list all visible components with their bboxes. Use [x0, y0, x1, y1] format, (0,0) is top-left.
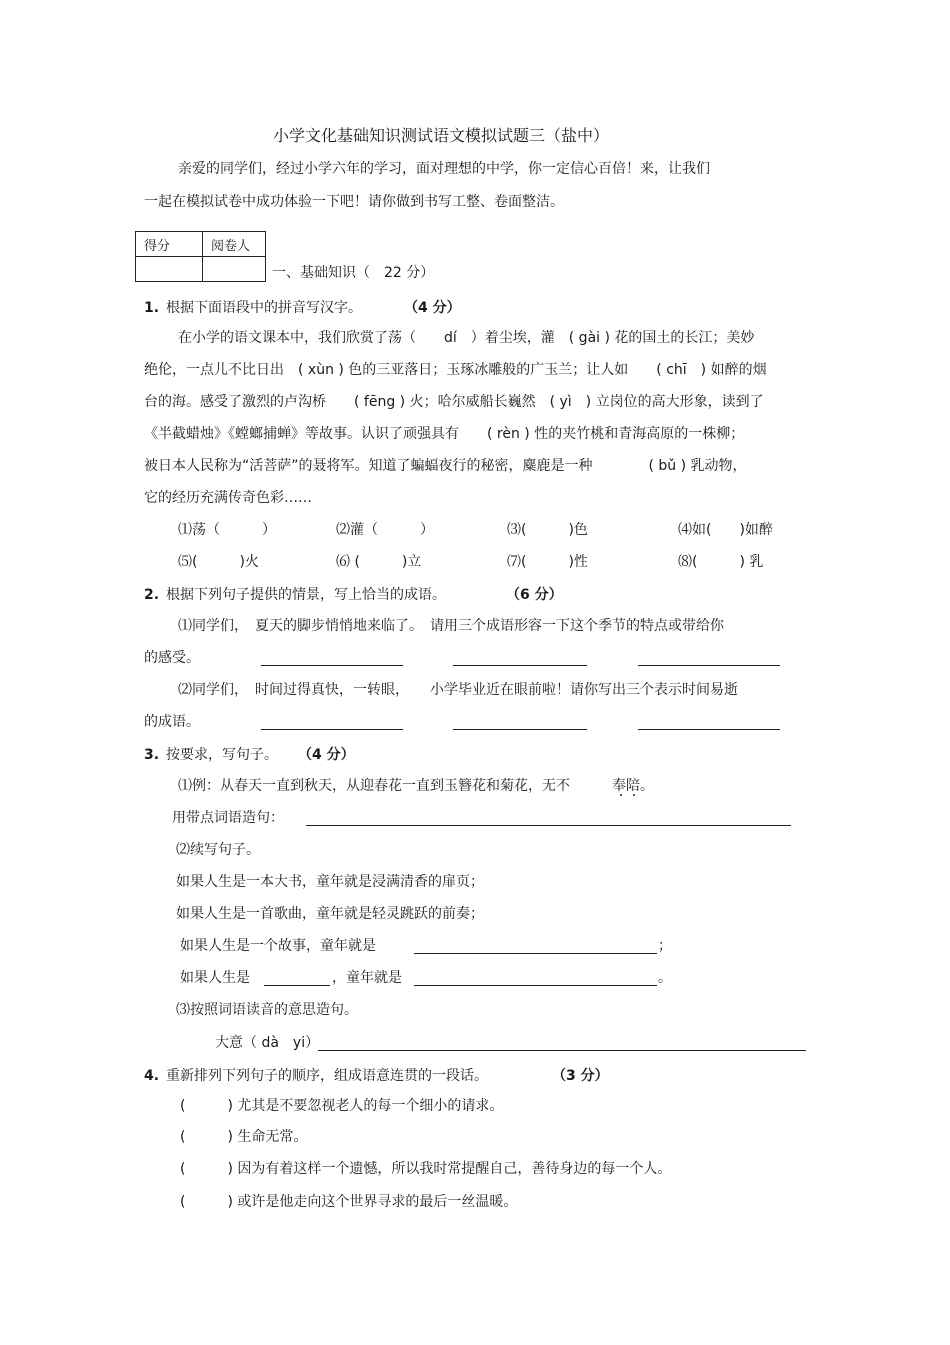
q2-item2-line1: ⑵同学们， 时间过得真快，一转眼， 小学毕业近在眼前啦！请你写出三个表示时间易逝	[178, 682, 738, 698]
q4-prompt: 重新排列下列句子的顺序，组成语意连贯的一段话。	[166, 1068, 488, 1084]
q4-item[interactable]: ( ) 因为有着这样一个遗憾，所以我时常提醒自己，善待身边的每一个人。	[180, 1161, 672, 1177]
q4-item[interactable]: ( ) 或许是他走向这个世界寻求的最后一丝温暖。	[180, 1194, 518, 1210]
intro-line-2: 一起在模拟试卷中成功体验一下吧！请你做到书写工整、卷面整洁。	[144, 194, 564, 210]
q4-number: 4.	[144, 1068, 160, 1084]
q2-item1-line1: ⑴同学们， 夏天的脚步悄悄地来临了。 请用三个成语形容一下这个季节的特点或带给你	[178, 618, 724, 634]
q1-passage-line: 台的海。感受了激烈的卢沟桥 ( fēng ) 火；哈尔威船长巍然 ( yì ) 立岗位的高大形象，读到了	[144, 394, 764, 410]
q3-sentence: 如果人生是一首歌曲，童年就是轻灵跳跃的前奏；	[176, 906, 484, 922]
q2-number: 2.	[144, 587, 160, 603]
q3-example-label: 用带点词语造句：	[172, 810, 284, 826]
q1-blank[interactable]: ⑸( )火	[178, 554, 259, 570]
answer-line[interactable]	[264, 985, 330, 986]
q2-prompt: 根据下列句子提供的情景，写上恰当的成语。	[166, 587, 446, 603]
q3-punct: ；	[658, 938, 672, 954]
answer-line[interactable]	[318, 1050, 806, 1051]
q1-prompt: 根据下面语段中的拼音写汉字。	[166, 300, 362, 316]
answer-line[interactable]	[638, 729, 780, 730]
q1-blank[interactable]: ⑻( ) 乳	[678, 554, 764, 570]
q3-punct: 。	[658, 970, 672, 986]
q4-item[interactable]: ( ) 生命无常。	[180, 1129, 308, 1145]
q1-blank[interactable]: ⑹ ( )立	[336, 554, 422, 570]
answer-line[interactable]	[414, 953, 657, 954]
answer-line[interactable]	[453, 665, 587, 666]
q2-points: （6 分）	[506, 587, 563, 603]
q1-blank[interactable]: ⑷如( )如醉	[678, 522, 773, 538]
q2-item2-line2: 的成语。	[144, 714, 200, 730]
q3-prompt: 按要求，写句子。	[166, 747, 278, 763]
q3-continue: ⑵续写句子。	[176, 842, 260, 858]
q1-blank[interactable]: ⑺( )性	[507, 554, 588, 570]
q1-blank[interactable]: ⑴荡（ ）	[178, 522, 276, 538]
answer-line[interactable]	[453, 729, 587, 730]
q2-item1-line2: 的感受。	[144, 650, 200, 666]
q1-blank[interactable]: ⑵灌（ ）	[336, 522, 434, 538]
grader-header: 阅卷人	[203, 232, 266, 257]
q1-passage-line: 它的经历充满传奇色彩……	[144, 490, 312, 506]
score-cell[interactable]	[136, 257, 203, 282]
q4-points: （3 分）	[552, 1068, 609, 1084]
q1-number: 1.	[144, 300, 160, 316]
answer-line[interactable]	[261, 665, 403, 666]
page-title: 小学文化基础知识测试语文模拟试题三（盐中）	[273, 126, 610, 145]
section-heading: 一、基础知识（ 22 分）	[272, 265, 435, 281]
emphasis-dot	[633, 794, 635, 796]
q1-passage-line: 绝伦，一点儿不比日出 ( xùn ) 色的三亚落日；玉琢冰雕般的广玉兰；让人如 ( chī ) 如醉的烟	[144, 362, 767, 378]
answer-line[interactable]	[261, 729, 403, 730]
q3-sentence: 如果人生是一本大书，童年就是浸满清香的扉页；	[176, 874, 484, 890]
q3-sentence: 如果人生是一个故事，童年就是	[180, 938, 376, 954]
emphasis-dot	[620, 794, 622, 796]
score-table	[135, 231, 266, 282]
q3-sentence: ，童年就是	[332, 970, 402, 986]
q3-number: 3.	[144, 747, 160, 763]
answer-line[interactable]	[306, 825, 791, 826]
score-header: 得分	[136, 232, 203, 257]
q1-passage-line: 被日本人民称为“活菩萨”的聂将军。知道了蝙蝠夜行的秘密，麋鹿是一种 ( bǔ ) 乳动物，	[144, 458, 747, 474]
q3-item3: ⑶按照词语读音的意思造句。	[176, 1002, 358, 1018]
q3-points: （4 分）	[298, 747, 355, 763]
q1-passage-line: 在小学的语文课本中，我们欣赏了荡（ dí ）着尘埃，灌 ( gài ) 花的国土的长江；美妙	[178, 330, 755, 346]
answer-line[interactable]	[414, 985, 657, 986]
intro-line-1: 亲爱的同学们，经过小学六年的学习，面对理想的中学，你一定信心百倍！来，让我们	[178, 161, 710, 177]
q1-passage-line: 《半截蜡烛》《螳螂捕蝉》等故事。认识了顽强具有 ( rèn ) 性的夹竹桃和青海高原的一株柳；	[144, 426, 745, 442]
grader-cell[interactable]	[203, 257, 266, 282]
q3-sentence: 如果人生是	[180, 970, 250, 986]
answer-line[interactable]	[638, 665, 780, 666]
q3-example: ⑴例：从春天一直到秋天，从迎春花一直到玉簪花和菊花，无不 奉陪。	[178, 778, 654, 794]
q3-dayi: 大意（ dà yi）	[215, 1035, 320, 1051]
q1-blank[interactable]: ⑶( )色	[507, 522, 588, 538]
q4-item[interactable]: ( ) 尤其是不要忽视老人的每一个细小的请求。	[180, 1098, 504, 1114]
q1-points: （4 分）	[404, 300, 461, 316]
